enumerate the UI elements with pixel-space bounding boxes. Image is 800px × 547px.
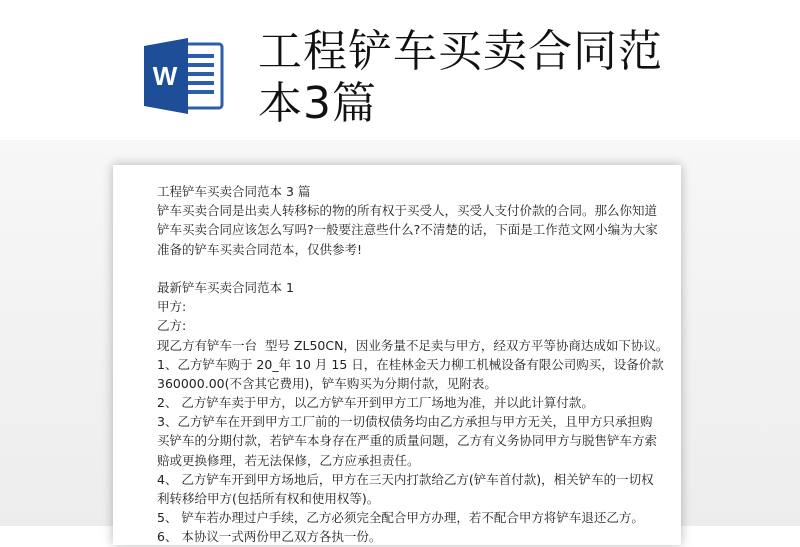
doc-line: 1、乙方铲车购于 20_年 10 月 15 日，在桂林金天力柳工机械设备有限公司购买，设备价款 — [157, 356, 664, 372]
doc-line: 现乙方有铲车一台 型号 ZL50CN，因业务量不足卖与甲方，经双方平等协商达成如下协议。 — [157, 337, 669, 353]
doc-line: 铲车买卖合同是出卖人转移标的物的所有权于买受人，买受人支付价款的合同。那么你知道 — [157, 203, 658, 219]
document-page — [113, 165, 681, 545]
doc-line: 利转移给甲方(包括所有权和使用权等)。 — [157, 491, 380, 506]
doc-line: 4、 乙方铲车开到甲方场地后，甲方在三天内打款给乙方(铲车首付款)，相关铲车的一切权 — [157, 471, 654, 487]
word-document-icon — [142, 36, 224, 116]
doc-line: 买铲车的分期付款，若铲车本身存在严重的质量问题，乙方有义务协同甲方与脱售铲车方索 — [157, 433, 658, 449]
title-line-2: 本3篇 — [258, 78, 377, 129]
doc-line: 最新铲车买卖合同范本 1 — [157, 279, 294, 295]
doc-line: 工程铲车买卖合同范本 3 篇 — [157, 184, 311, 199]
doc-line: 准备的铲车买卖合同范本，仅供参考! — [157, 241, 363, 257]
doc-line: 赔或更换修理，若无法保修，乙方应承担责任。 — [157, 452, 420, 468]
doc-line: 3、乙方铲车在开到甲方工厂前的一切债权债务均由乙方承担与甲方无关，且甲方只承担购 — [157, 414, 653, 430]
doc-line: 铲车买卖合同应该怎么写吗?一般要注意些什么?不清楚的话，下面是工作范文网小编为大家 — [157, 222, 658, 238]
header — [0, 0, 800, 150]
doc-line: 甲方: — [157, 299, 187, 315]
svg-text:W: W — [152, 61, 178, 91]
doc-line: 360000.00(不含其它费用)，铲车购买为分期付款，见附表。 — [157, 375, 497, 391]
doc-line: 2、 乙方铲车卖于甲方，以乙方铲车开到甲方工厂场地为准，并以此计算付款。 — [157, 395, 594, 411]
title-line-1: 工程铲车买卖合同范 — [258, 26, 663, 77]
doc-line: 5、 铲车若办理过户手续，乙方必须完全配合甲方办理，若不配合甲方将铲车退还乙方。 — [157, 510, 644, 526]
doc-line: 6、 本协议一式两份甲乙双方各执一份。 — [157, 529, 382, 545]
blank-line — [157, 259, 657, 278]
doc-line: 乙方: — [157, 318, 187, 334]
document-content — [157, 182, 669, 547]
document-title — [258, 26, 688, 130]
